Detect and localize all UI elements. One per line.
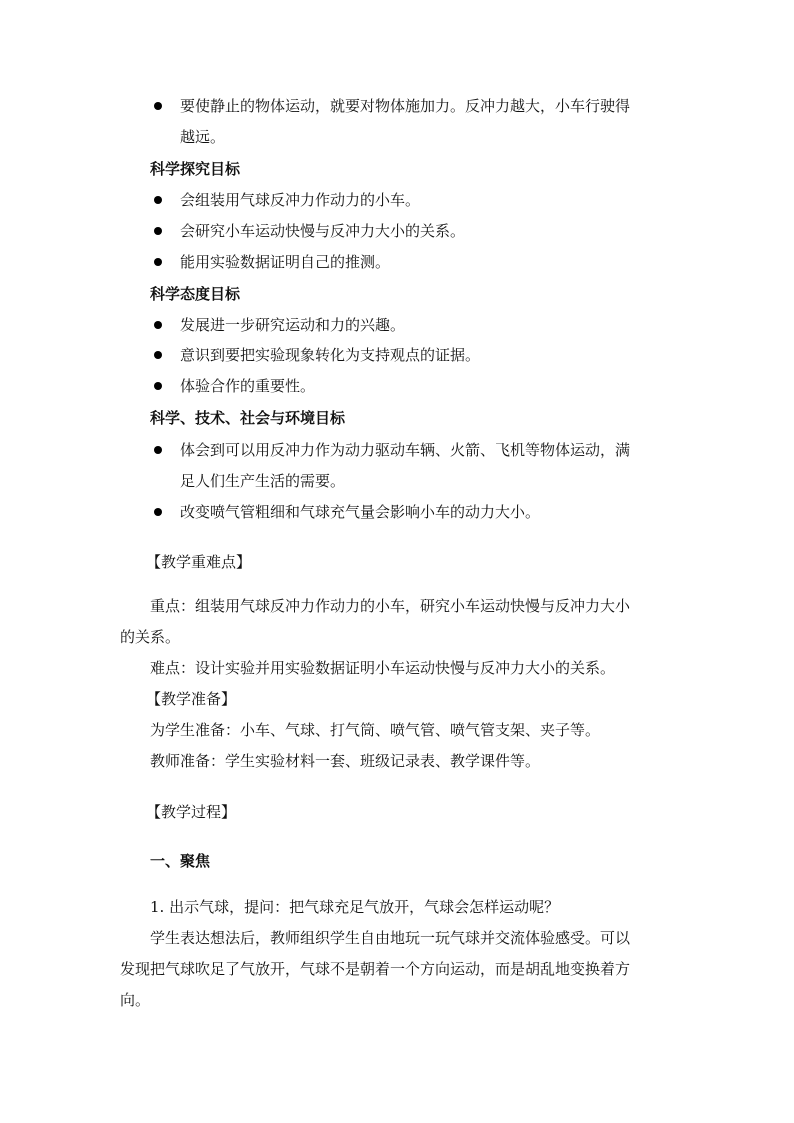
inquiry-goal-item: 会组装用气球反冲力作动力的小车。	[180, 191, 421, 209]
attitude-goal-item: 意识到要把实验现象转化为支持观点的证据。	[180, 346, 481, 364]
bullet-icon	[154, 382, 162, 390]
inquiry-goals-heading: 科学探究目标	[150, 160, 241, 178]
preparation-teacher: 教师准备：学生实验材料一套、班级记录表、教学课件等。	[150, 752, 541, 770]
preparation-student: 为学生准备：小车、气球、打气筒、喷气管、喷气管支架、夹子等。	[150, 721, 601, 739]
key-points-difficulty: 难点：设计实验并用实验数据证明小车运动快慢与反冲力大小的关系。	[150, 659, 616, 677]
bullet-icon	[154, 102, 162, 110]
section-title-focus: 一、聚焦	[150, 852, 211, 870]
bullet-icon	[154, 321, 162, 329]
inquiry-goal-item: 会研究小车运动快慢与反冲力大小的关系。	[180, 222, 466, 240]
stse-goal-item-line1: 体会到可以用反冲力作为动力驱动车辆、火箭、飞机等物体运动，满	[180, 441, 631, 459]
bullet-icon	[154, 196, 162, 204]
bullet-icon	[154, 258, 162, 266]
process-paragraph-line3: 向。	[120, 991, 151, 1009]
process-step1: 1. 出示气球，提问：把气球充足气放开，气球会怎样运动呢？	[150, 898, 560, 916]
bullet-icon	[154, 508, 162, 516]
key-points-focus-line2: 的关系。	[120, 628, 181, 646]
key-points-focus-line1: 重点：组装用气球反冲力作动力的小车，研究小车运动快慢与反冲力大小	[150, 597, 631, 615]
knowledge-goal-item-line2: 越远。	[180, 128, 226, 146]
stse-goal-item-line1: 改变喷气管粗细和气球充气量会影响小车的动力大小。	[180, 503, 541, 521]
attitude-goals-heading: 科学态度目标	[150, 285, 241, 303]
process-paragraph-line1: 学生表达想法后，教师组织学生自由地玩一玩气球并交流体验感受。可以	[150, 929, 631, 947]
key-points-heading: 【教学重难点】	[146, 553, 252, 571]
knowledge-goal-item-line1: 要使静止的物体运动，就要对物体施加力。反冲力越大，小车行驶得	[180, 97, 631, 115]
process-heading: 【教学过程】	[146, 803, 237, 821]
attitude-goal-item: 体验合作的重要性。	[180, 377, 316, 395]
stse-goals-heading: 科学、技术、社会与环境目标	[150, 409, 346, 427]
bullet-icon	[154, 446, 162, 454]
attitude-goal-item: 发展进一步研究运动和力的兴趣。	[180, 316, 406, 334]
bullet-icon	[154, 351, 162, 359]
process-paragraph-line2: 发现把气球吹足了气放开，气球不是朝着一个方向运动，而是胡乱地变换着方	[120, 960, 631, 978]
stse-goal-item-line2: 足人们生产生活的需要。	[180, 472, 346, 490]
preparation-heading: 【教学准备】	[146, 690, 237, 708]
bullet-icon	[154, 227, 162, 235]
inquiry-goal-item: 能用实验数据证明自己的推测。	[180, 253, 391, 271]
